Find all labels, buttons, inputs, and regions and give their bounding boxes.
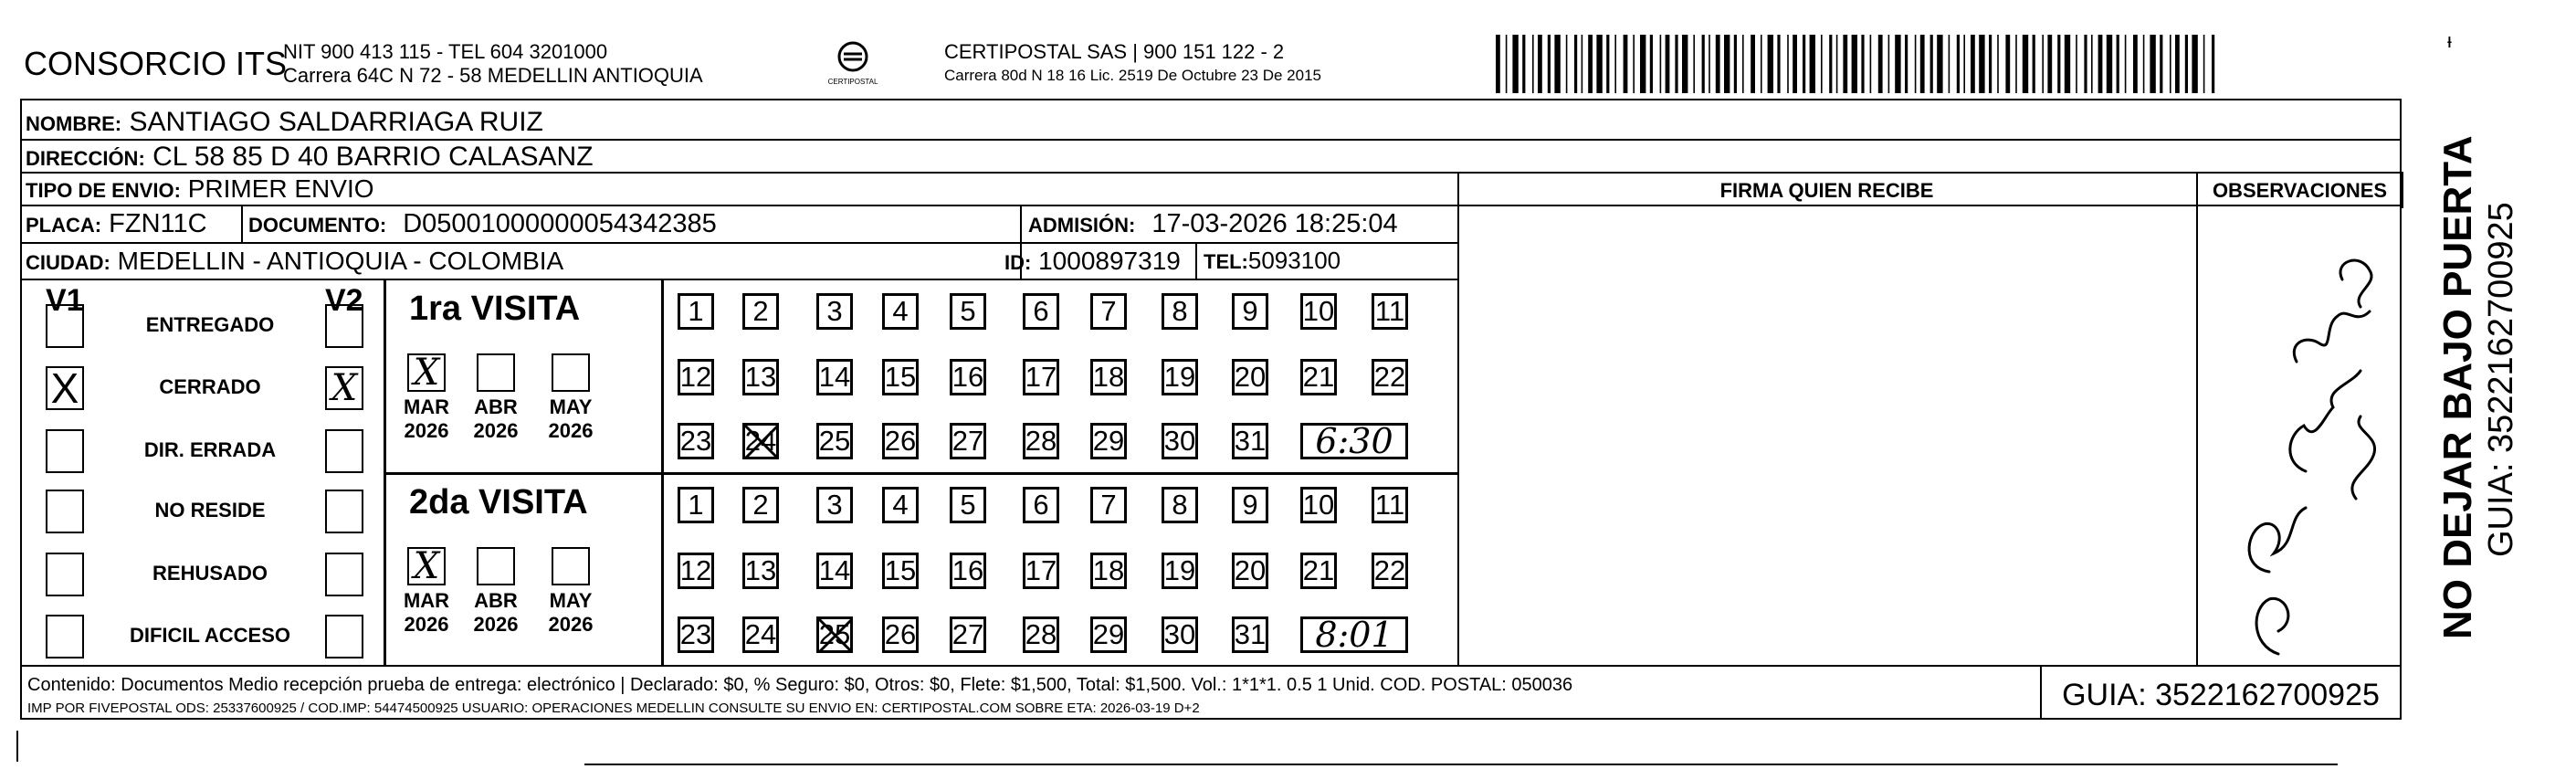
nombre-label: NOMBRE: [26, 112, 122, 135]
col-line [241, 205, 243, 242]
day-cell[interactable]: 10 [1300, 487, 1337, 523]
day-cell[interactable]: 15 [882, 553, 919, 589]
id-label: ID: [1004, 251, 1032, 274]
day-cell[interactable]: 7 [1090, 293, 1127, 330]
row-line [20, 665, 2402, 667]
visit-time-box[interactable]: 6:30 [1300, 423, 1408, 459]
barcode-bar [1957, 35, 1960, 93]
year-label: 2026 [404, 613, 449, 636]
barcode-bar [1997, 35, 1999, 93]
year-label: 2026 [473, 419, 519, 442]
barcode-bar [1660, 35, 1662, 93]
barcode-bar [1870, 35, 1872, 93]
barcode-bar [1979, 35, 1984, 93]
v1-checkbox[interactable] [46, 304, 84, 348]
footer-line2: IMP POR FIVEPOSTAL ODS: 25337600925 / COD.IMP: 54474500925 USUARIO: OPERACIONES MEDELLIN CONSULTE SU ENVIO EN: CERTIPOSTAL.COM SOBRE ETA: 2026-03-19 D+2 [27, 701, 1200, 716]
day-cell[interactable]: 14 [816, 359, 853, 395]
admision-label: ADMISIÓN: [1028, 214, 1136, 237]
barcode-bar [1836, 35, 1838, 93]
day-cell[interactable]: 2 [742, 293, 779, 330]
barcode-bar [1920, 35, 1925, 93]
barcode-bar [1810, 35, 1815, 93]
day-cell[interactable]: 26 [882, 423, 919, 459]
day-cell[interactable]: 1 [678, 487, 714, 523]
barcode-bar [2192, 35, 2197, 93]
year-label: 2026 [548, 419, 594, 442]
v1-checkbox[interactable] [46, 490, 84, 533]
company-address: Carrera 64C N 72 - 58 MEDELLIN ANTIOQUIA [283, 64, 703, 87]
barcode-bar [1861, 35, 1864, 93]
barcode-bar [2143, 35, 2145, 93]
barcode-bar [2160, 35, 2162, 93]
status-label: DIR. ERRADA [143, 438, 277, 461]
barcode-bar [2175, 35, 2180, 93]
barcode-bar [2033, 35, 2035, 93]
day-cell[interactable]: 25 [816, 423, 853, 459]
barcode-bar [1843, 35, 1847, 93]
observaciones-handwriting [2196, 206, 2402, 665]
barcode-bar [1596, 35, 1602, 93]
barcode-bar [1588, 35, 1593, 93]
day-cell[interactable]: 28 [1023, 423, 1059, 459]
barcode-bar [1829, 35, 1832, 93]
firma-header: FIRMA QUIEN RECIBE [1719, 179, 1934, 202]
day-cell[interactable]: 9 [1232, 487, 1268, 523]
day-cell[interactable]: 21 [1300, 553, 1337, 589]
v1-label: V1 [46, 283, 84, 318]
ciudad-label: CIUDAD: [26, 251, 110, 274]
ciudad-value: MEDELLIN - ANTIOQUIA - COLOMBIA [117, 247, 564, 275]
visit-frame-right [661, 279, 664, 665]
admision-value: 17-03-2026 18:25:04 [1151, 209, 1398, 238]
day-cell[interactable]: 7 [1090, 487, 1127, 523]
footer-line1: Contenido: Documentos Medio recepción prueba de entrega: electrónico | Declarado: $0, % Seguro: $0, Otros: $0, Flete: $1,500, Total: $1,500. Vol.: 1*1*1. 0.5 1 Unid. COD. POSTAL: 050036 [27, 675, 1573, 695]
barcode-bar [2015, 35, 2017, 93]
documento-label: DOCUMENTO: [248, 214, 387, 237]
day-mark-x [741, 422, 782, 462]
v2-checkbox[interactable] [325, 553, 363, 596]
day-cell[interactable]: 1 [678, 293, 714, 330]
day-cell[interactable]: 16 [950, 359, 986, 395]
day-cell[interactable]: 21 [1300, 359, 1337, 395]
barcode-bar [1751, 35, 1755, 93]
day-cell[interactable]: 5 [950, 293, 986, 330]
barcode-bar [2098, 35, 2103, 93]
year-label: 2026 [548, 613, 594, 636]
bottom-rule [584, 764, 2338, 765]
barcode-bar [1702, 35, 1705, 93]
barcode-bar [1675, 35, 1677, 93]
barcode-bar [1548, 35, 1551, 93]
v2-label: V2 [325, 283, 363, 318]
day-cell[interactable]: 24 [742, 616, 779, 653]
barcode-bar [1606, 35, 1609, 93]
day-cell[interactable]: 29 [1090, 423, 1127, 459]
month-label: MAY [549, 395, 593, 418]
barcode-bar [2084, 35, 2087, 93]
barcode-bar [2047, 35, 2052, 93]
day-cell[interactable]: 22 [1372, 553, 1408, 589]
day-cell[interactable]: 23 [678, 616, 714, 653]
side-guia: GUIA: 3522162700925 [2482, 202, 2520, 557]
row-line [20, 139, 2402, 141]
day-cell[interactable]: 10 [1300, 293, 1337, 330]
day-cell[interactable]: 5 [950, 487, 986, 523]
direccion-value: CL 58 85 D 40 BARRIO CALASANZ [152, 142, 594, 172]
direccion-label: DIRECCIÓN: [26, 147, 145, 170]
day-cell[interactable]: 11 [1372, 293, 1408, 330]
month-label: MAR [403, 395, 450, 418]
month-label: MAY [549, 589, 593, 612]
barcode-bar [1666, 35, 1670, 93]
barcode-bar [1716, 35, 1720, 93]
day-cell[interactable]: 12 [678, 553, 714, 589]
day-cell[interactable]: 20 [1232, 553, 1268, 589]
day-cell[interactable]: 6 [1023, 487, 1059, 523]
barcode-bar [1761, 35, 1762, 93]
barcode-bar [2023, 35, 2028, 93]
barcode-bar [1724, 35, 1730, 93]
barcode-bar [1496, 35, 1500, 93]
footer-guia: GUIA: 3522162700925 [2062, 678, 2380, 712]
status-label: REHUSADO [152, 562, 268, 585]
tel-label: TEL: [1204, 250, 1248, 273]
month-checkbox[interactable] [552, 353, 590, 392]
day-cell[interactable]: 17 [1023, 359, 1059, 395]
status-label: ENTREGADO [145, 313, 275, 336]
month-checkbox[interactable] [552, 547, 590, 585]
tel-value: 5093100 [1247, 247, 1341, 274]
col-line [1457, 172, 1459, 665]
barcode-bar [1768, 35, 1773, 93]
day-cell[interactable]: 30 [1162, 423, 1198, 459]
logo-text: CERTIPOSTAL [827, 78, 878, 86]
day-cell[interactable]: 6 [1023, 293, 1059, 330]
barcode-bar [2076, 35, 2077, 93]
day-cell[interactable]: 19 [1162, 553, 1198, 589]
nombre-value: SANTIAGO SALDARRIAGA RUIZ [129, 107, 543, 137]
barcode-bar [1852, 35, 1857, 93]
barcode-bar [1574, 35, 1577, 93]
barcode-bar [2203, 35, 2205, 93]
day-cell[interactable]: 27 [950, 616, 986, 653]
barcode-bar [1566, 35, 1568, 93]
barcode-bar [1742, 35, 1744, 93]
cert-address: Carrera 80d N 18 16 Lic. 2519 De Octubre 23 De 2015 [944, 67, 1321, 84]
barcode-bar [1937, 35, 1942, 93]
day-cell[interactable]: 18 [1090, 359, 1127, 395]
barcode-bar [1522, 35, 1525, 93]
barcode [1496, 35, 2222, 93]
barcode-bar [1878, 35, 1883, 93]
day-cell[interactable]: 29 [1090, 616, 1127, 653]
barcode-bar [1777, 35, 1780, 93]
barcode-bar [1682, 35, 1688, 93]
month-checkbox[interactable]: X [407, 547, 446, 585]
v2-checkbox[interactable] [325, 490, 363, 533]
v1-checkbox[interactable] [46, 429, 84, 473]
v2-checkbox[interactable]: X [325, 366, 363, 410]
barcode-bar [1971, 35, 1975, 93]
day-cell[interactable]: 3 [816, 293, 853, 330]
status-label: CERRADO [159, 375, 261, 398]
row-line [20, 242, 1457, 244]
v2-checkbox[interactable] [325, 304, 363, 348]
v1-checkbox[interactable]: X [46, 366, 84, 410]
barcode-bar [1640, 35, 1645, 93]
day-cell[interactable]: 30 [1162, 616, 1198, 653]
year-label: 2026 [404, 419, 449, 442]
day-cell[interactable]: 2 [742, 487, 779, 523]
year-label: 2026 [473, 613, 519, 636]
barcode-bar [1709, 35, 1710, 93]
barcode-bar [1915, 35, 1917, 93]
barcode-bar [1532, 35, 1534, 93]
barcode-bar [2117, 35, 2119, 93]
barcode-bar [1693, 35, 1695, 93]
day-cell[interactable]: 22 [1372, 359, 1408, 395]
v1-checkbox[interactable] [46, 553, 84, 596]
barcode-bar [2150, 35, 2155, 93]
barcode-bar [2125, 35, 2127, 93]
col-line [2402, 172, 2403, 208]
barcode-bar [1538, 35, 1542, 93]
barcode-bar [2057, 35, 2060, 93]
placa-value: FZN11C [109, 209, 207, 238]
day-cell[interactable]: 3 [816, 487, 853, 523]
corner-mark: ᵻ [2447, 29, 2452, 52]
month-label: ABR [474, 589, 518, 612]
barcode-bar [2091, 35, 2093, 93]
v1-checkbox[interactable] [46, 615, 84, 658]
certipostal-logo [825, 38, 880, 91]
day-cell[interactable]: 9 [1232, 293, 1268, 330]
col-line [1195, 242, 1197, 279]
day-cell[interactable]: 13 [742, 359, 779, 395]
month-checkbox[interactable]: X [407, 353, 446, 392]
status-label: NO RESIDE [154, 499, 266, 521]
barcode-bar [1614, 35, 1616, 93]
barcode-bar [1787, 35, 1789, 93]
barcode-bar [1895, 35, 1900, 93]
barcode-bar [2107, 35, 2112, 93]
tipo-label: TIPO DE ENVIO: [26, 179, 181, 202]
barcode-bar [1624, 35, 1628, 93]
observaciones-header: OBSERVACIONES [2212, 179, 2388, 202]
day-cell[interactable]: 24 [742, 423, 779, 459]
barcode-bar [2042, 35, 2044, 93]
v2-checkbox[interactable] [325, 429, 363, 473]
barcode-bar [1793, 35, 1797, 93]
barcode-bar [1821, 35, 1823, 93]
barcode-bar [2212, 35, 2214, 93]
row-line [20, 172, 2402, 174]
month-label: ABR [474, 395, 518, 418]
day-cell[interactable]: 13 [742, 553, 779, 589]
day-cell[interactable]: 4 [882, 293, 919, 330]
day-cell[interactable]: 8 [1162, 487, 1198, 523]
barcode-bar [1554, 35, 1560, 93]
day-cell[interactable]: 27 [950, 423, 986, 459]
day-cell[interactable]: 17 [1023, 553, 1059, 589]
day-cell[interactable]: 28 [1023, 616, 1059, 653]
barcode-bar [1650, 35, 1653, 93]
company-nit: NIT 900 413 115 - TEL 604 3201000 [283, 40, 608, 63]
side-note: NO DEJAR BAJO PUERTA [2435, 135, 2480, 639]
day-cell[interactable]: 12 [678, 359, 714, 395]
barcode-bar [1734, 35, 1737, 93]
barcode-bar [1803, 35, 1805, 93]
day-cell[interactable]: 16 [950, 553, 986, 589]
barcode-bar [1989, 35, 1992, 93]
day-mark-x [815, 616, 856, 656]
day-cell[interactable]: 19 [1162, 359, 1198, 395]
day-cell[interactable]: 20 [1232, 359, 1268, 395]
day-cell[interactable]: 14 [816, 553, 853, 589]
day-cell[interactable]: 18 [1090, 553, 1127, 589]
tipo-value: PRIMER ENVIO [187, 174, 374, 203]
barcode-bar [2170, 35, 2171, 93]
month-label: MAR [403, 589, 450, 612]
barcode-bar [1582, 35, 1583, 93]
barcode-bar [1633, 35, 1635, 93]
day-cell[interactable]: 4 [882, 487, 919, 523]
status-label: DIFICIL ACCESO [129, 624, 290, 647]
barcode-bar [1506, 35, 1508, 93]
visit-title: 1ra VISITA [409, 290, 581, 328]
visit-frame-mid [384, 472, 1457, 475]
barcode-bar [2133, 35, 2138, 93]
barcode-bar [1930, 35, 1933, 93]
barcode-bar [1905, 35, 1908, 93]
placa-label: PLACA: [26, 214, 102, 237]
day-cell[interactable]: 31 [1232, 423, 1268, 459]
barcode-bar [2005, 35, 2010, 93]
cert-name: CERTIPOSTAL SAS | 900 151 122 - 2 [944, 40, 1285, 63]
barcode-bar [1512, 35, 1518, 93]
company-name: CONSORCIO ITS [24, 45, 288, 82]
month-checkbox[interactable] [477, 547, 515, 585]
barcode-bar [1949, 35, 1950, 93]
v2-checkbox[interactable] [325, 615, 363, 658]
visit-time-box[interactable]: 8:01 [1300, 616, 1408, 653]
row-line [20, 279, 1457, 280]
bottom-left-mark [16, 731, 18, 762]
visit-title: 2da VISITA [409, 483, 588, 521]
row-line [20, 205, 2402, 206]
barcode-bar [2065, 35, 2070, 93]
day-cell[interactable]: 23 [678, 423, 714, 459]
documento-value: D05001000000054342385 [403, 209, 717, 238]
day-cell[interactable]: 15 [882, 359, 919, 395]
day-cell[interactable]: 31 [1232, 616, 1268, 653]
barcode-bar [2185, 35, 2188, 93]
id-value: 1000897319 [1038, 247, 1181, 275]
day-cell[interactable]: 26 [882, 616, 919, 653]
day-cell[interactable]: 8 [1162, 293, 1198, 330]
month-checkbox[interactable] [477, 353, 515, 392]
day-cell[interactable]: 25 [816, 616, 853, 653]
barcode-bar [1963, 35, 1965, 93]
barcode-bar [1888, 35, 1890, 93]
day-cell[interactable]: 11 [1372, 487, 1408, 523]
